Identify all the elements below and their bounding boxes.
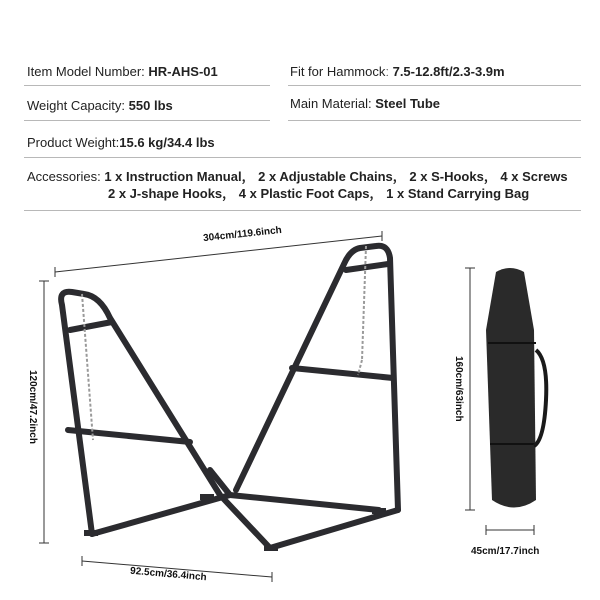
- height-dimension-label: 120cm/47.2inch: [27, 370, 38, 444]
- length-dimension-label: 304cm/119.6inch: [202, 224, 283, 245]
- product-weight-value: 15.6 kg/34.4 lbs: [119, 135, 215, 150]
- fit-value: 7.5-12.8ft/2.3-3.9m: [392, 64, 505, 79]
- accessories-label: Accessories:: [27, 169, 101, 184]
- accessories-line-2: 2 x J-shape Hooks， 4 x Plastic Foot Caps， 1 x Stand Carrying Bag: [108, 186, 530, 201]
- fit-label: Fit for Hammockː: [290, 64, 389, 79]
- base-width-dimension-label: 92.5cm/36.4inch: [129, 565, 208, 584]
- weight-capacity-value: 550 lbs: [128, 98, 173, 113]
- stand-carrying-bag: [486, 268, 546, 508]
- weight-capacity-label: Weight Capacity:: [27, 98, 126, 113]
- accessories-line-1: 1 x Instruction Manual， 2 x Adjustable Chains， 2 x S-Hooks， 4 x Screws: [104, 169, 568, 184]
- material-value: Steel Tube: [375, 96, 441, 111]
- bag-width-dimension-label: 45cm/17.7inch: [471, 546, 540, 557]
- product-weight-label: Product Weight:: [27, 135, 120, 150]
- model-label: Item Model Number:: [27, 64, 145, 79]
- bag-length-dimension-label: 160cm/63inch: [453, 356, 464, 422]
- model-value: HR-AHS-01: [148, 64, 218, 79]
- steel-frame: [61, 246, 398, 548]
- material-label: Main Material:: [290, 96, 372, 111]
